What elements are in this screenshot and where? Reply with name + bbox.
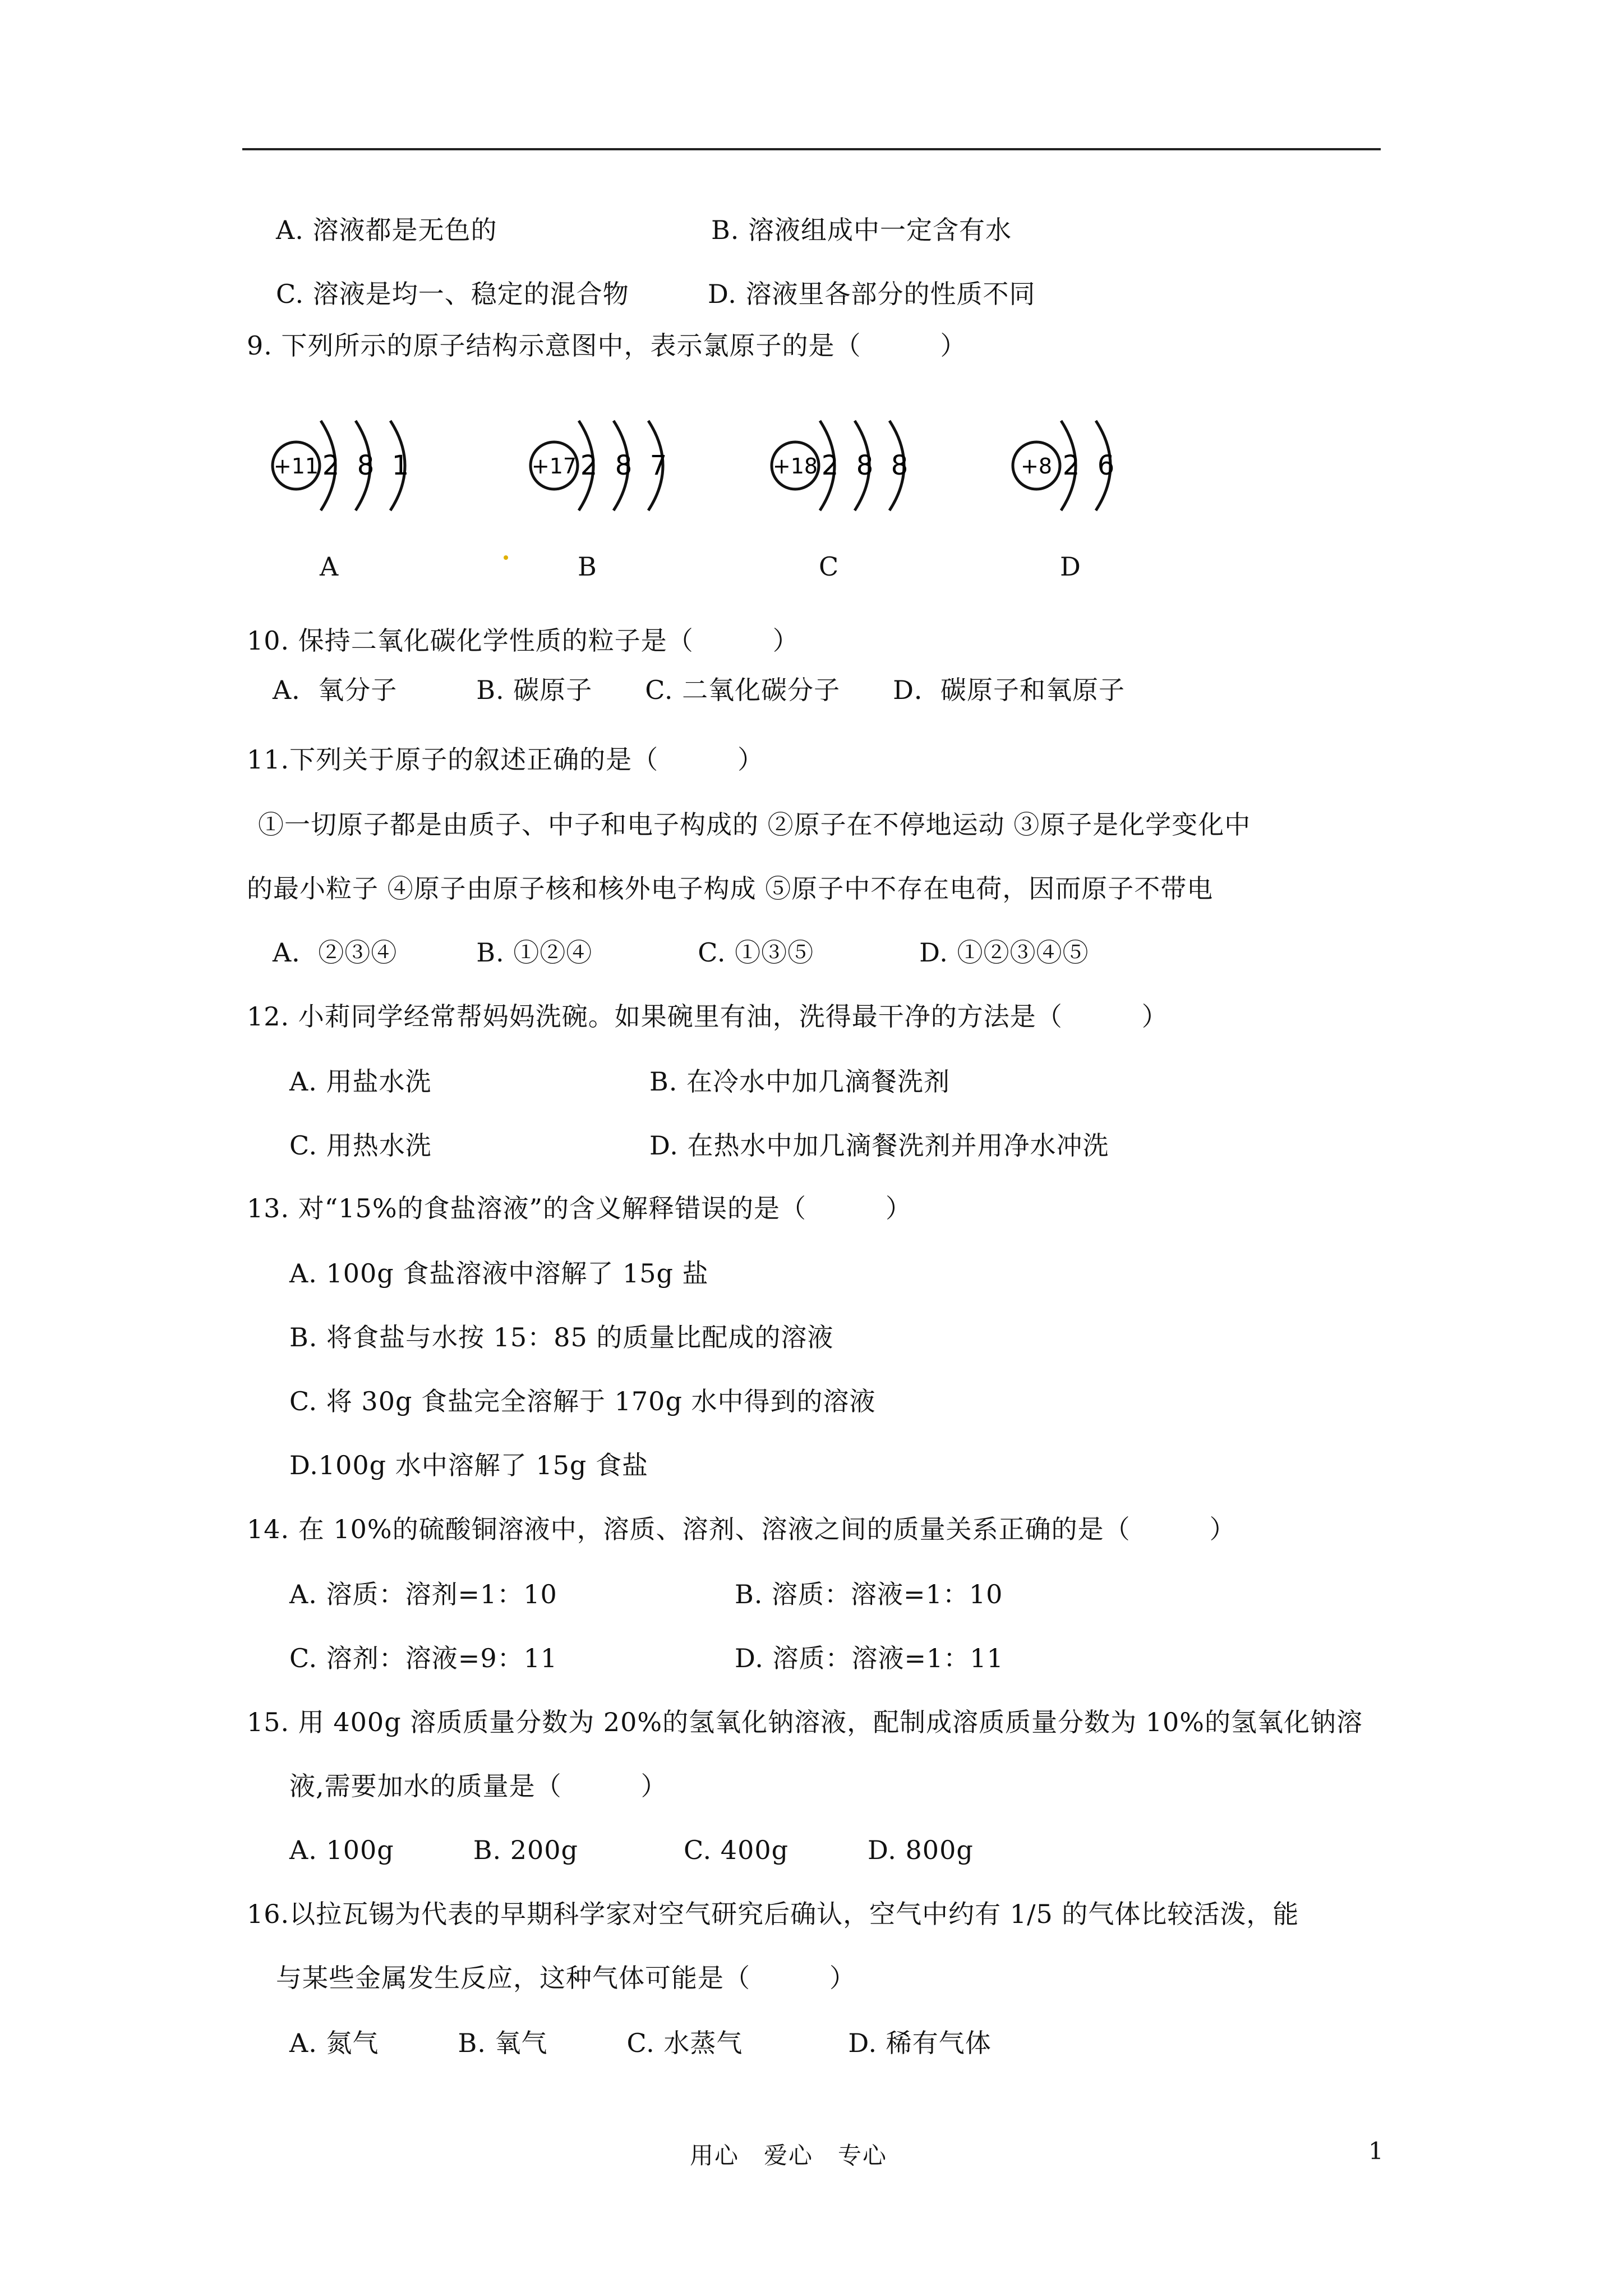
text-line: 12. 小莉同学经常帮妈妈洗碗。如果碗里有油，洗得最干净的方法是（ ） <box>247 1001 1168 1032</box>
atom-diagram <box>527 409 695 524</box>
atom-diagram-svg <box>1009 409 1178 522</box>
shell-electron-count: 8 <box>856 450 874 481</box>
text-line: ①一切原子都是由质子、中子和电子构成的 ②原子在不停地运动 ③原子是化学变化中 <box>258 809 1251 840</box>
stray-dot <box>504 555 508 560</box>
atom-option-label: C <box>819 551 839 582</box>
text-line: 16.以拉瓦锡为代表的早期科学家对空气研究后确认，空气中约有 1/5 的气体比较活泼，能 <box>247 1899 1299 1929</box>
atom-diagram-svg <box>527 409 695 522</box>
atom-diagram <box>1009 409 1178 524</box>
text-line: A. 100g B. 200g C. 400g D. 800g <box>289 1835 974 1865</box>
atom-structure-diagrams <box>269 409 1166 582</box>
text-line: A. 溶质：溶剂=1：10 <box>289 1579 557 1609</box>
atom-diagram <box>768 409 937 524</box>
text-line: C. 用热水洗 <box>289 1130 432 1161</box>
nucleus-charge: +18 <box>772 454 818 478</box>
nucleus-charge: +17 <box>531 454 577 478</box>
shell-electron-count: 2 <box>580 450 598 481</box>
text-line: A. 用盐水洗 <box>289 1066 432 1097</box>
atom-option-label: B <box>578 551 597 582</box>
text-line: B. 溶质：溶液=1：10 <box>735 1579 1003 1609</box>
shell-electron-count: 7 <box>649 450 667 481</box>
atom-diagram <box>269 409 437 524</box>
text-line: D.100g 水中溶解了 15g 食盐 <box>289 1450 648 1480</box>
text-line: D. 溶液里各部分的性质不同 <box>708 279 1036 309</box>
text-line: B. 溶液组成中一定含有水 <box>711 215 1012 245</box>
text-line: A．氧分子 B. 碳原子 C. 二氧化碳分子 D．碳原子和氧原子 <box>273 675 1125 705</box>
text-line: A. 溶液都是无色的 <box>276 215 497 245</box>
text-line: C. 将 30g 食盐完全溶解于 170g 水中得到的溶液 <box>289 1386 876 1416</box>
text-line: 10. 保持二氧化碳化学性质的粒子是（ ） <box>247 625 799 656</box>
text-line: A．②③④ B. ①②④ C. ①③⑤ D. ①②③④⑤ <box>273 937 1089 968</box>
text-line: D. 溶质：溶液=1：11 <box>735 1643 1004 1673</box>
header-rule <box>242 148 1381 150</box>
footer-text: 用心 爱心 专心 <box>690 2142 888 2169</box>
text-line: C. 溶液是均一、稳定的混合物 <box>276 279 629 309</box>
atom-option-label: A <box>320 551 339 582</box>
text-line: 14. 在 10%的硫酸铜溶液中，溶质、溶剂、溶液之间的质量关系正确的是（ ） <box>247 1514 1236 1544</box>
text-line: 与某些金属发生反应，这种气体可能是（ ） <box>276 1963 856 1993</box>
text-line: 11.下列关于原子的叙述正确的是（ ） <box>247 744 764 775</box>
text-line: C. 溶剂：溶液=9：11 <box>289 1643 558 1673</box>
shell-electron-count: 8 <box>357 450 375 481</box>
nucleus-charge: +8 <box>1020 454 1053 478</box>
page-number: 1 <box>1368 2137 1384 2165</box>
text-line: D. 在热水中加几滴餐洗剂并用净水冲洗 <box>649 1130 1109 1161</box>
shell-electron-count: 2 <box>821 450 839 481</box>
text-line: 液,需要加水的质量是（ ） <box>289 1771 667 1801</box>
shell-electron-count: 8 <box>615 450 633 481</box>
text-line: 的最小粒子 ④原子由原子核和核外电子构成 ⑤原子中不存在电荷，因而原子不带电 <box>247 873 1214 904</box>
atom-option-label: D <box>1060 551 1081 582</box>
nucleus-charge: +11 <box>273 454 319 478</box>
shell-electron-count: 6 <box>1097 450 1115 481</box>
text-line: B. 将食盐与水按 15：85 的质量比配成的溶液 <box>289 1322 834 1352</box>
text-line: B. 在冷水中加几滴餐洗剂 <box>649 1066 951 1097</box>
shell-electron-count: 2 <box>322 450 340 481</box>
text-line: 13. 对“15%的食盐溶液”的含义解释错误的是（ ） <box>247 1193 912 1223</box>
shell-electron-count: 2 <box>1062 450 1080 481</box>
shell-electron-count: 1 <box>391 450 409 481</box>
atom-diagram-svg <box>768 409 937 522</box>
atom-diagram-svg <box>269 409 437 522</box>
text-line: A. 氮气 B. 氧气 C. 水蒸气 D. 稀有气体 <box>289 2028 992 2058</box>
shell-electron-count: 8 <box>891 450 909 481</box>
text-line: 15. 用 400g 溶质质量分数为 20%的氢氧化钠溶液，配制成溶质质量分数为 10%的氢氧化钠溶 <box>247 1707 1363 1737</box>
text-line: A. 100g 食盐溶液中溶解了 15g 盐 <box>289 1258 709 1289</box>
text-line: 9. 下列所示的原子结构示意图中，表示氯原子的是（ ） <box>247 330 967 361</box>
